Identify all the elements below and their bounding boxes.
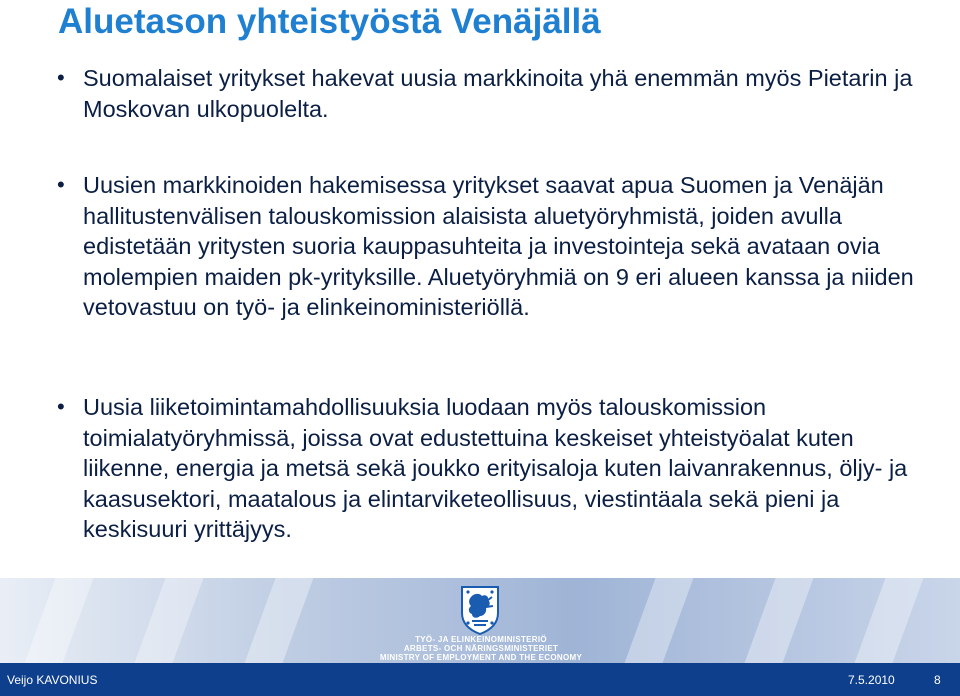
ministry-logo-block [372,578,590,663]
ministry-name-en: MINISTRY OF EMPLOYMENT AND THE ECONOMY [379,653,583,662]
bullet-item [57,63,943,124]
footer-bar [0,663,960,696]
finnish-lion-coat-of-arms-icon [458,583,502,635]
slide-title: Aluetason yhteistyöstä Venäjällä [58,2,601,41]
band-stripe [25,578,94,663]
footer-date: 7.5.2010 [848,673,895,687]
bullet-item [57,392,943,545]
bullet-marker: • [57,65,65,90]
bullet-marker: • [57,394,65,419]
band-stripe [745,578,814,663]
footer-author: Veijo KAVONIUS [7,673,98,687]
bullet-text: Suomalaiset yritykset hakevat uusia markkinoita yhä enemmän myös Pietarin ja Moskovan ulkopuolelta. [83,65,913,122]
page-number: 8 [934,673,941,687]
bullet-marker: • [57,172,65,197]
band-stripe [245,578,314,663]
bullet-text: Uusien markkinoiden hakemisessa yritykset saavat apua Suomen ja Venäjän hallitustenvälisen talouskomission alaisista aluetyöryhmistä, joiden avulla edistetään yritysten suoria kauppasuhteita ja investointeja sekä avataan ovia molempien maiden pk-yrityksille. Aluetyöryhmiä on 9 eri alueen kanssa ja niiden vetovastuu on työ- ja elinkeinoministeriöllä. [83,172,914,320]
ministry-name-fi: TYÖ- JA ELINKEINOMINISTERIÖ [415,635,547,644]
band-stripe [625,578,694,663]
ministry-name-sv: ARBETS- OCH NÄRINGSMINISTERIET [403,644,559,653]
band-stripe [855,578,924,663]
band-stripe [135,578,204,663]
bullet-text: Uusia liiketoimintamahdollisuuksia luodaan myös talouskomission toimialatyöryhmissä, joissa ovat edustettuina keskeiset yhteistyöalat kuten liikenne, energia ja metsä sekä joukko erityisaloja kuten laivanrakennus, öljy- ja kaasusektori, maatalous ja elintarviketeollisuus, viestintäala sekä pieni ja keskisuuri yrittäjyys. [83,394,908,542]
bullet-item [57,170,943,323]
